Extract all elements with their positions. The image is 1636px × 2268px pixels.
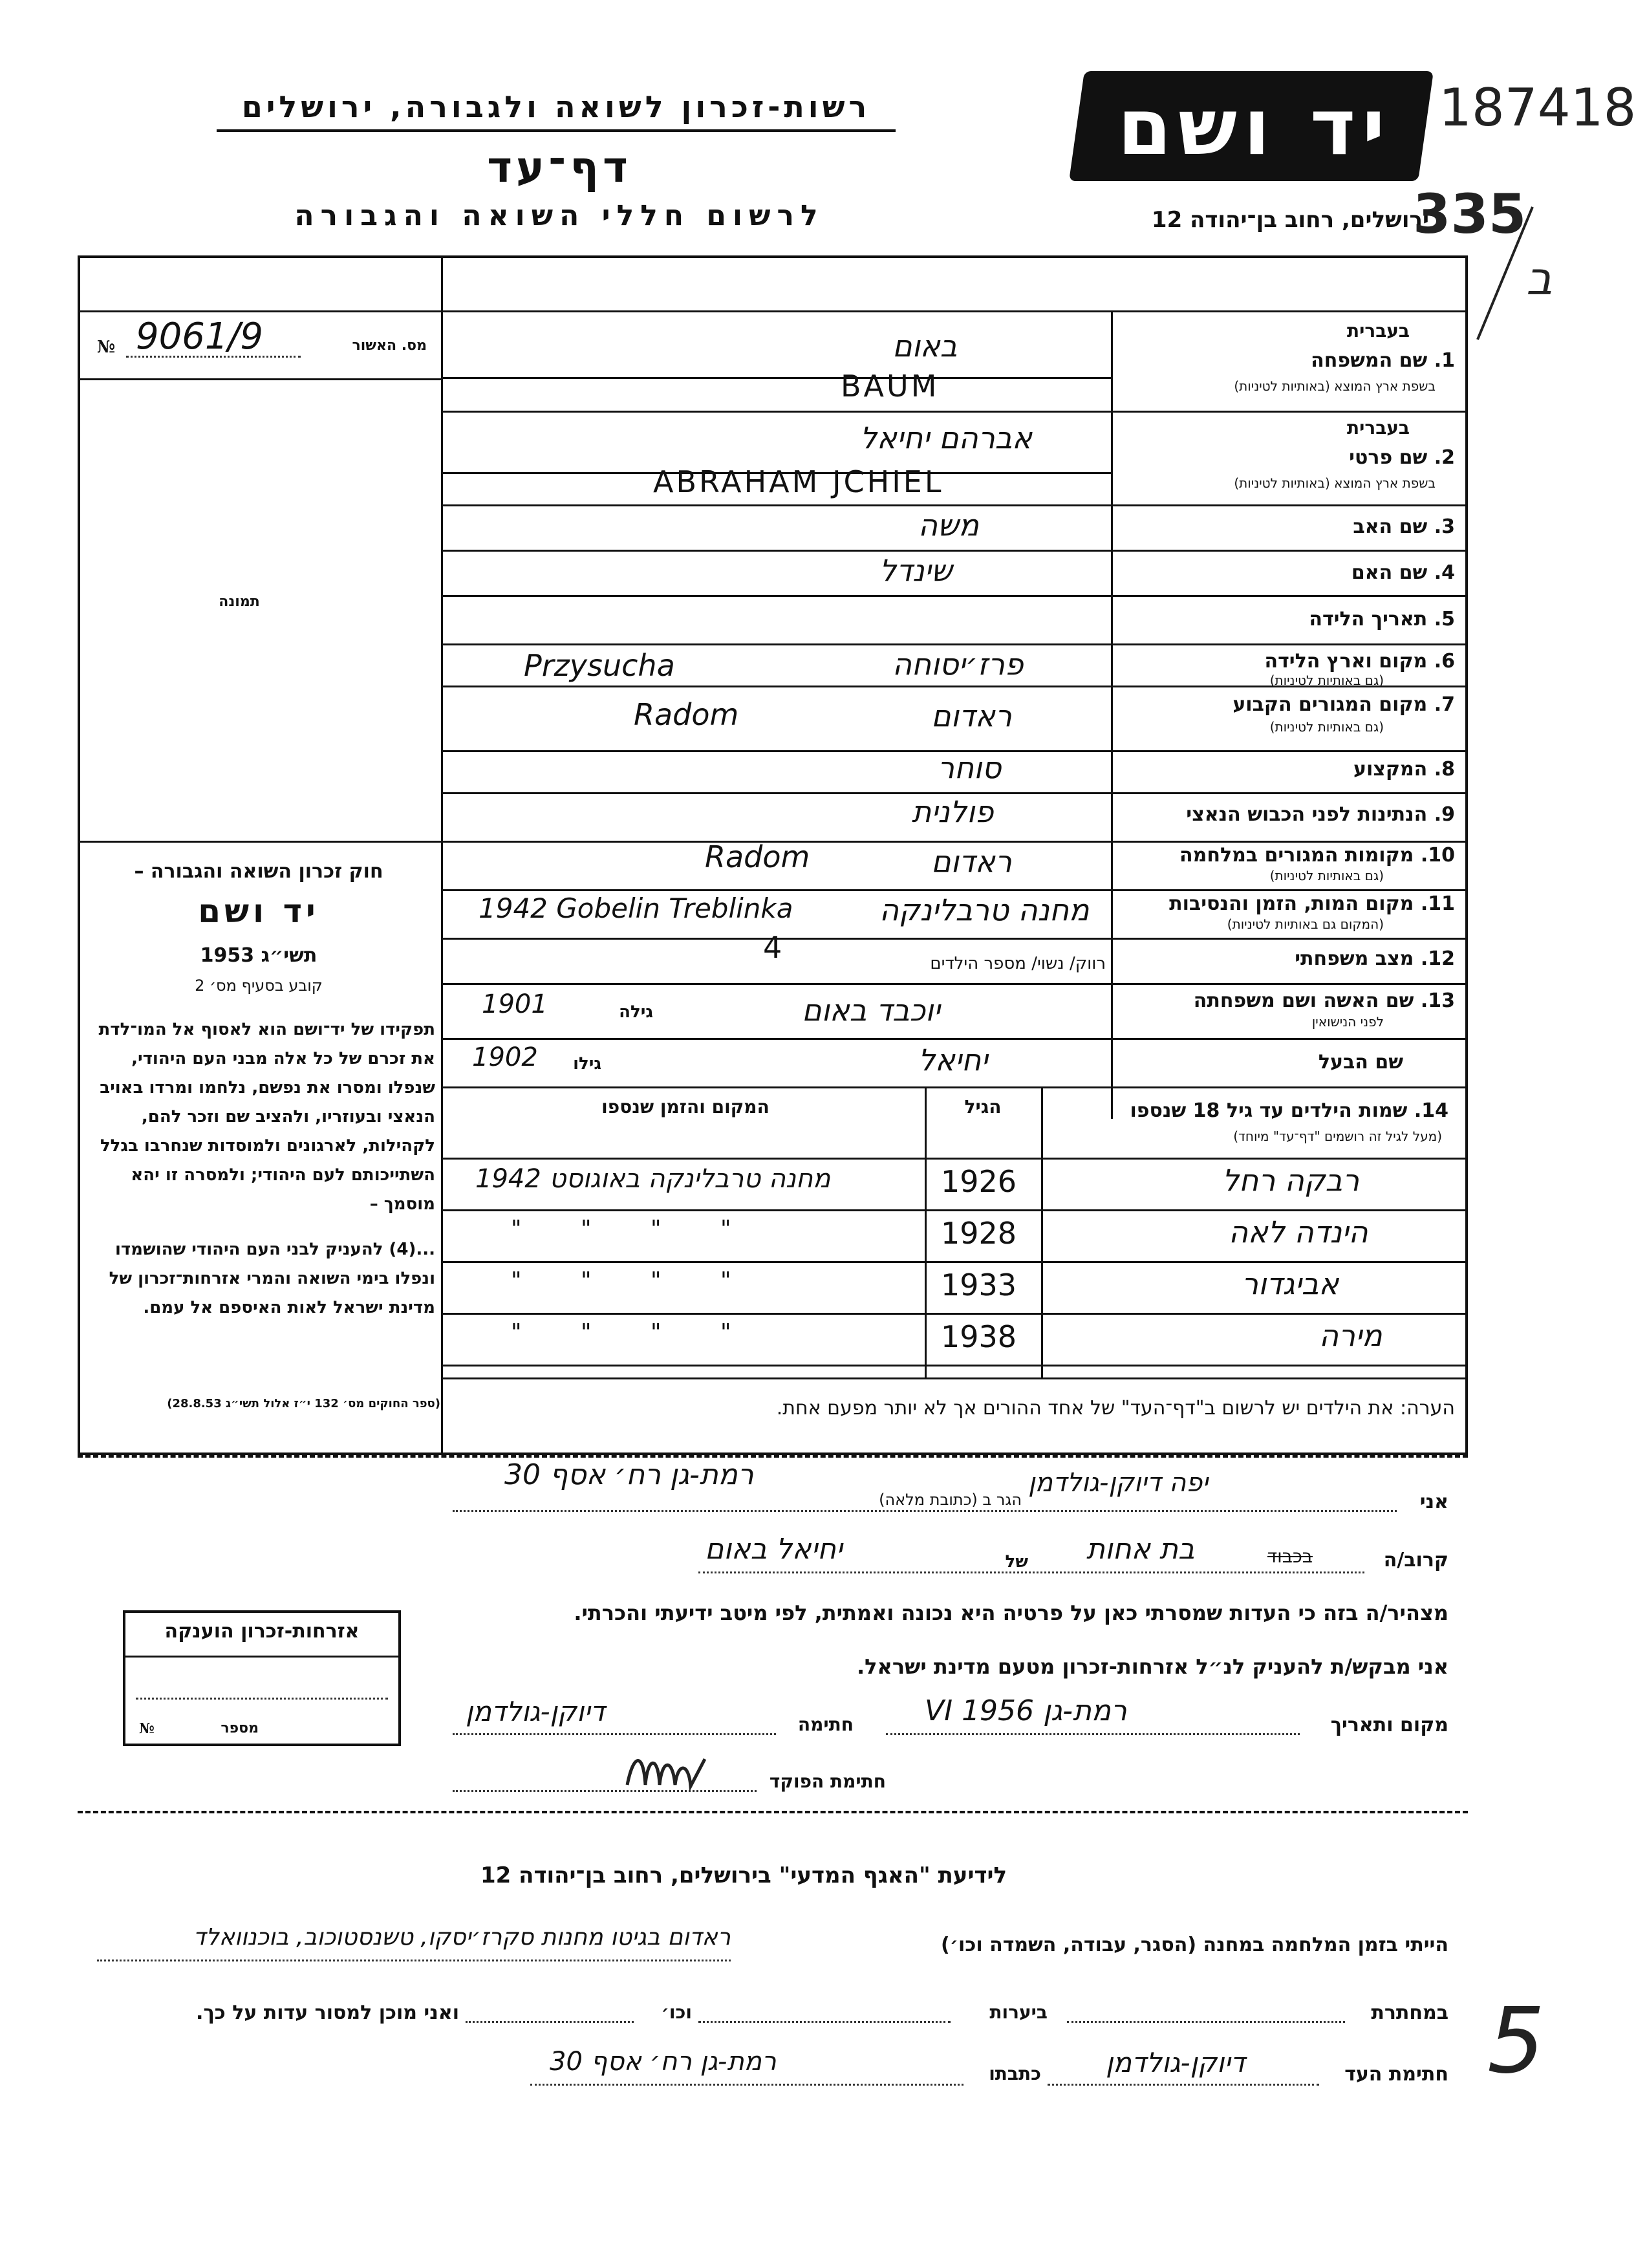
declarant-i-label: אני <box>1419 1491 1448 1513</box>
children-header-line <box>441 1158 1468 1160</box>
field-11-latin-value: 1942 Gobelin Treblinka <box>479 892 793 924</box>
children-row-line <box>441 1209 1468 1211</box>
field-6-hebrew-value: פרז׳יסוחה <box>892 647 1024 682</box>
witness-address-value: רמת-גן רח׳ אסף 30 <box>550 2047 777 2077</box>
child-2-name: הינדה לאה <box>1229 1215 1368 1249</box>
row-line <box>441 377 1111 379</box>
citizenship-box-line <box>123 1656 401 1658</box>
field-1-latin-value: BAUM <box>841 369 940 404</box>
field-2-label: 2. שם פרטי <box>1349 446 1455 469</box>
children-col-age: הגיל <box>964 1096 1002 1118</box>
field-8-value: סוחר <box>938 750 1002 785</box>
note-text: הערה: את הילדים יש לרשום ב"דף־העד" של אחד ההורים אך לא יותר מפעם אחת. <box>776 1397 1455 1420</box>
inspector-label: חתימת הפוקד <box>769 1771 886 1792</box>
place-date-value: רמת-גן VI 1956 <box>925 1694 1127 1727</box>
law-paragraph-1: תפקידו של יד־ושם הוא לאסוף אל המו־לדת את זכרם של כל אלה מבני העם היהודי, שנפלו ומסרו את נפשם, נלחמו ומרדו באויב הנאצי ובעוזריו, ולהציב שם וזכר להם, לקהילות, לארגונים ולמוסדות שנחרבו בגלל השתייכותם לעם היהודי; ולמסרה זו יהא מוסמך – <box>98 1020 435 1214</box>
inspector-signature <box>621 1746 711 1804</box>
field-11-hebrew-value: מחנה טרבלינקה <box>879 892 1090 927</box>
field-3-value: משה <box>918 508 979 543</box>
citizenship-box-dots <box>136 1698 388 1700</box>
husband-label: שם הבעל <box>1318 1051 1403 1074</box>
children-age-divider-left <box>925 1086 927 1377</box>
approval-value: 9061/9 <box>136 316 264 358</box>
field-10-label: 10. מקומות המגורים במלחמה <box>1179 844 1455 867</box>
field-6-sub: (גם באותיות לטיניות) <box>1269 673 1384 688</box>
citizenship-no-label: № <box>139 1720 155 1737</box>
address-line: ירושלים, רחוב בן־יהודה 12 <box>1151 207 1429 233</box>
row-line <box>441 504 1468 506</box>
field-2-latin-value: ABRAHAM JCHIEL <box>653 464 944 499</box>
children-col-place: המקום והזמן שנספו <box>601 1096 770 1118</box>
law-clause: קובע בסעיף מס׳ 2 <box>195 977 323 995</box>
field-10-sub: (גם באותיות לטיניות) <box>1269 868 1384 883</box>
field-13-label: 13. שם האשה ושם משפחתה <box>1193 989 1455 1012</box>
section-divider <box>78 1455 1468 1458</box>
form-title: דף־עד <box>487 142 632 192</box>
witness-address-line <box>530 2084 963 2086</box>
child-2-place: " " " " <box>511 1216 757 1242</box>
husband-age-value: 1902 <box>472 1042 538 1072</box>
row-line <box>441 595 1468 597</box>
row-line <box>441 841 1468 843</box>
field-10-latin-value: Radom <box>705 839 810 874</box>
field-13-age-value: 1901 <box>482 989 548 1019</box>
signature-label: חתימה <box>797 1714 854 1735</box>
relation-of-name: יחיאל באום <box>705 1533 843 1566</box>
row-line <box>441 889 1468 891</box>
field-1-label: 1. שם המשפחה <box>1311 349 1455 372</box>
citizenship-box-title: אזרחות-זכרון הוענקה <box>164 1620 360 1643</box>
row-line <box>441 643 1468 645</box>
row-line <box>441 1086 1468 1088</box>
field-2-sub: בשפת ארץ המוצא (באותיות לטיניות) <box>1234 475 1436 491</box>
field-4-label: 4. שם האם <box>1351 561 1455 584</box>
child-3-place: " " " " <box>511 1268 757 1294</box>
child-4-age: 1938 <box>941 1319 1017 1354</box>
forest-label: ביערות <box>989 2002 1048 2023</box>
declarant-line-2 <box>698 1571 1364 1573</box>
field-13-age-label: גילה <box>619 1002 653 1022</box>
camps-line <box>1067 2021 1345 2023</box>
authority-underline <box>217 129 896 132</box>
field-1-sub: בשפת ארץ המוצא (באותיות לטיניות) <box>1234 378 1436 394</box>
declarant-address-label: הגר ב (כתובת מלאה) <box>879 1491 1022 1509</box>
war-label: הייתי בזמן המלחמה במחנה (הסגר, עבודה, השמדה וכו׳) <box>941 1934 1448 1956</box>
field-1-hebrew-value: באום <box>892 329 958 363</box>
signature-value: דיוקן-גולדמן <box>466 1696 605 1727</box>
approval-no-label: № <box>97 338 116 357</box>
field-10-hebrew-value: ראדום <box>931 844 1012 879</box>
witness-sig-value: דיוקן-גולדמן <box>1106 2047 1245 2079</box>
declarant-address: רמת-גן רח׳ אסף 30 <box>504 1458 754 1491</box>
law-year: תשי״ג 1953 <box>200 944 318 967</box>
relation-printed: בכבוד <box>1267 1546 1313 1567</box>
field-9-value: פולנית <box>912 794 994 829</box>
note-line <box>441 1377 1468 1379</box>
photo-divider <box>78 841 441 843</box>
field-12-children-count: 4 <box>763 930 782 965</box>
children-age-divider-right <box>1041 1086 1043 1377</box>
approval-divider <box>78 378 441 380</box>
relation-label: קרוב/ה <box>1383 1549 1448 1571</box>
field-1-lang-label: בעברית <box>1346 320 1410 341</box>
field-6-latin-value: Przysucha <box>524 648 675 683</box>
law-source: (ספר החוקים מס׳ 132 י״ז אלול תשי״ג 28.8.53) <box>167 1397 440 1410</box>
request-text: אני מבקש/ת להעניק לנ״ל אזרחות-זכרון מטעם מדינת ישראל. <box>857 1654 1448 1679</box>
child-4-place: " " " " <box>511 1319 757 1346</box>
child-2-age: 1928 <box>941 1216 1017 1251</box>
label-column-divider <box>1111 310 1113 1119</box>
law-name: יד ושם <box>198 892 319 930</box>
field-7-sub: (גם באותיות לטיניות) <box>1269 719 1384 735</box>
info-line: לידיעת "האגף המדעי" בירושלים, רחוב בן־יהודה 12 <box>480 1863 1007 1888</box>
children-title: 14. שמות הילדים עד גיל 18 שנספו <box>1130 1099 1448 1122</box>
bottom-divider <box>78 1811 1468 1813</box>
approval-label: מס. האשור <box>352 338 427 354</box>
field-3-label: 3. שם האב <box>1353 515 1455 538</box>
row-line <box>441 550 1468 552</box>
row-line <box>441 1038 1468 1040</box>
signature-line <box>453 1733 776 1735</box>
field-13-value: יוכבד באום <box>802 993 940 1028</box>
forest-line <box>698 2021 951 2023</box>
authority-title: רשות-זכרון לשואה ולגבורה, ירושלים <box>241 89 871 124</box>
relation-of-label: של <box>1005 1552 1028 1571</box>
page-mark: 335 <box>1413 182 1527 246</box>
photo-label: תמונה <box>219 594 260 610</box>
law-title: חוק זכרון השואה והגבורה – <box>134 860 383 883</box>
law-paragraph-2: ...(4) להעניק לבני העם היהודי שהושמדו ונפלו בימי השואה והמרי אזרחות־זכרון של מדינת ישראל לאות האיספם אל עמם. <box>109 1240 435 1317</box>
camps-label: במחתרת <box>1371 2002 1448 2024</box>
witness-address-label: כתבתו <box>989 2063 1041 2084</box>
children-row-line <box>441 1365 1468 1366</box>
war-value: ראדום בגיטו מחנות סקרז׳יסקו, טשנסטוכוב, בוכנוואלד <box>193 1924 731 1950</box>
witness-sig-line <box>1048 2084 1319 2086</box>
husband-age-label: גילו <box>573 1054 601 1074</box>
field-2-lang-label: בעברית <box>1346 417 1410 438</box>
field-11-sub: (המקום גם באותיות לטיניות) <box>1227 916 1384 932</box>
husband-value: יחיאל <box>918 1042 988 1077</box>
left-column-divider <box>441 255 443 1455</box>
field-5-label: 5. תאריך הלידה <box>1309 608 1455 631</box>
children-subtitle: (מעל לגיל זה רושמים "דף־עד" מיוחד) <box>1233 1129 1442 1144</box>
field-13-sub: לפני הנישואין <box>1311 1014 1384 1030</box>
child-3-name: אביגדור <box>1242 1266 1339 1301</box>
child-1-place: מחנה טרבלינקה באוגוסט 1942 <box>475 1164 831 1194</box>
declarant-line-1 <box>453 1510 1397 1512</box>
field-2-hebrew-value: אברהם יחיאל <box>860 420 1033 455</box>
field-12-options: רווק/ נשוי/ מספר הילדים <box>930 954 1106 973</box>
row-line <box>441 983 1468 985</box>
child-4-name: מירה <box>1319 1318 1383 1353</box>
child-3-age: 1933 <box>941 1268 1017 1302</box>
etc-label: וכו׳ <box>661 2002 692 2023</box>
stamp-number: 187418 <box>1439 78 1636 138</box>
row-line <box>441 938 1468 940</box>
page-number: 5 <box>1487 1989 1545 2094</box>
logo-text: יד ושם <box>1117 83 1392 173</box>
field-7-hebrew-value: ראדום <box>931 698 1012 733</box>
relation-value: בת אחות <box>1086 1533 1195 1566</box>
field-7-latin-value: Radom <box>634 697 739 732</box>
form-subtitle: לרשום חללי השואה והגבורה <box>294 199 824 232</box>
frame-top-line <box>78 310 1468 312</box>
war-line <box>97 1960 731 1961</box>
row-line <box>441 411 1468 413</box>
witness-sig-label: חתימת העד <box>1344 2063 1448 2086</box>
corner-mark: ב <box>1526 252 1553 305</box>
child-1-age: 1926 <box>941 1164 1017 1199</box>
corner-stroke <box>1468 200 1539 349</box>
field-12-label: 12. מצב משפחתי <box>1295 947 1455 970</box>
field-8-label: 8. המקצוע <box>1353 758 1455 781</box>
citizenship-number-label: מספר <box>221 1720 259 1736</box>
place-date-line <box>886 1733 1300 1735</box>
children-row-line <box>441 1261 1468 1263</box>
place-date-label: מקום ותאריך <box>1330 1714 1448 1736</box>
children-row-line <box>441 1313 1468 1315</box>
field-11-label: 11. מקום המות, הזמן והנסיבות <box>1169 892 1455 915</box>
etc-line <box>466 2021 634 2023</box>
ready-text: ואני מוכן למסור עדות על כך. <box>196 2002 459 2024</box>
field-7-label: 7. מקום המגורים הקבוע <box>1232 693 1455 716</box>
field-6-label: 6. מקום וארץ הלידה <box>1264 650 1455 673</box>
declarant-name: יפה דיוקן-גולדמן <box>1028 1468 1209 1498</box>
field-9-label: 9. הנתינות לפני הכבוש הנאצי <box>1186 803 1455 826</box>
declaration-text: מצהיר/ה בזה כי העדות שמסרתי כאן על פרטיה היא נכונה ואמתית, לפי מיטב ידיעתי והכרתי. <box>574 1601 1448 1625</box>
child-1-name: רבקה רחל <box>1222 1163 1360 1198</box>
field-4-value: שינדל <box>879 553 953 588</box>
